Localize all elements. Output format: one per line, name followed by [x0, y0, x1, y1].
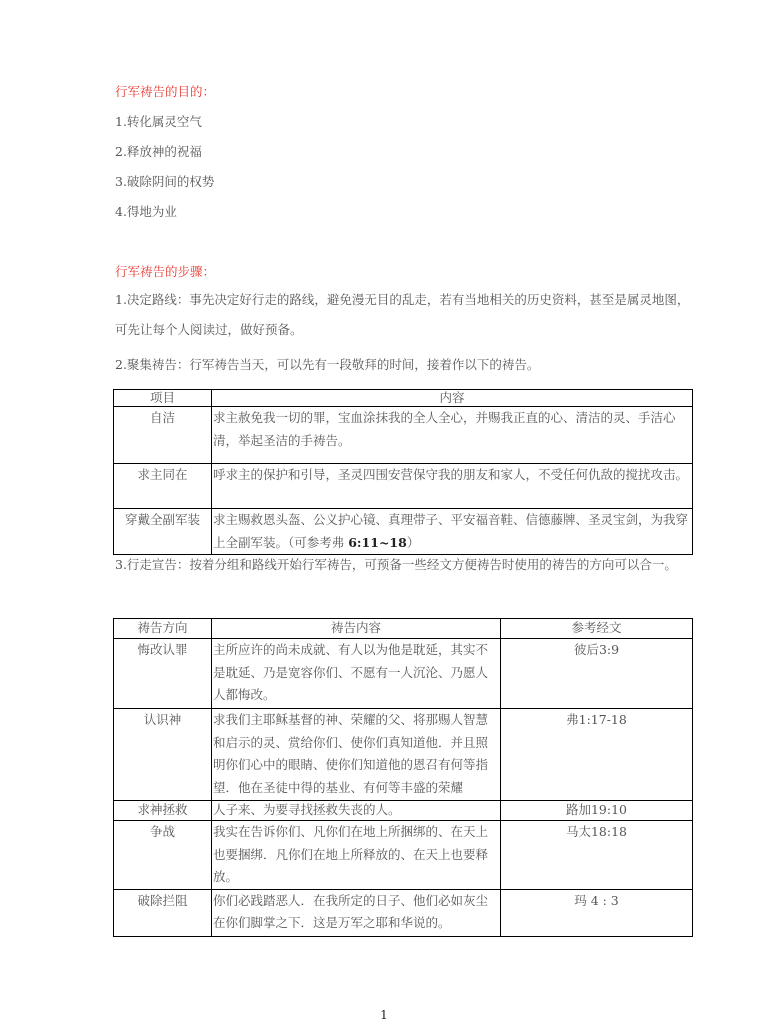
table-cell-content: 我实在告诉你们、凡你们在地上所捆绑的、在天上也要捆绑．凡你们在地上所释放的、在天上也要释放。: [212, 821, 501, 890]
table-row: [114, 821, 693, 890]
table-cell-content: 你们必践踏恶人．在我所定的日子、他们必如灰尘在你们脚掌之下．这是万军之耶和华说的。: [212, 889, 501, 936]
table-cell-item: 穿戴全副军装: [114, 509, 212, 555]
purpose-item: 4.得地为业: [115, 204, 177, 219]
page-number: 1: [380, 1008, 388, 1022]
purpose-item: 3.破除阴间的权势: [115, 174, 215, 189]
table-cell-content: 人子来、为要寻找拯救失丧的人。: [212, 801, 501, 821]
prep-prayer-table: [113, 389, 693, 555]
table-header-cell: 内容: [212, 390, 693, 407]
table-cell-ref: 马太18:18: [501, 821, 693, 890]
table-header-cell: 祷告方向: [114, 619, 212, 639]
table-row: [114, 801, 693, 821]
table-cell-content: 求我们主耶稣基督的神、荣耀的父、将那赐人智慧和启示的灵、赏给你们、使你们真知道他．并且照明你们心中的眼睛、使你们知道他的恩召有何等指望．他在圣徒中得的基业、有何等丰盛的荣耀: [212, 709, 501, 801]
table-header-row: [114, 390, 693, 407]
content-text-end: ）: [406, 534, 420, 550]
scripture-ref: 6:11~18: [348, 534, 407, 550]
table-row: [114, 407, 693, 464]
table-cell-item: 自洁: [114, 407, 212, 464]
table-cell-direction: 认识神: [114, 709, 212, 801]
step-3-text: 3.行走宣告：按着分组和路线开始行军祷告，可预备一些经文方便祷告时使用的祷告的方向可以合一。: [115, 557, 677, 572]
table-header-cell: 项目: [114, 390, 212, 407]
table-row: [114, 464, 693, 509]
purpose-item: 2.释放神的祝福: [115, 144, 202, 159]
table-cell-content: 求主赦免我一切的罪，宝血涂抹我的全人全心，并赐我正直的心、清洁的灵、手洁心清，举起圣洁的手祷告。: [212, 407, 693, 464]
table-row: [114, 509, 693, 555]
steps-heading: 行军祷告的步骤：: [115, 264, 216, 279]
table-cell-ref: 彼后3:9: [501, 639, 693, 709]
purpose-item: 1.转化属灵空气: [115, 114, 202, 129]
table-cell-direction: 破除拦阻: [114, 889, 212, 936]
table-row: [114, 889, 693, 936]
table-cell-ref: 路加19:10: [501, 801, 693, 821]
step-2-text: 2.聚集祷告：行军祷告当天，可以先有一段敬拜的时间，接着作以下的祷告。: [115, 357, 540, 372]
table-cell-content: 主所应许的尚未成就、有人以为他是耽延，其实不是耽延、乃是宽容你们、不愿有一人沉沦、乃愿人人都悔改。: [212, 639, 501, 709]
table-header-row: [114, 619, 693, 639]
table-cell-direction: 悔改认罪: [114, 639, 212, 709]
declaration-table: [113, 618, 693, 937]
table-header-cell: 参考经文: [501, 619, 693, 639]
table-row: [114, 639, 693, 709]
content-text: 求主赐救恩头盔、公义护心镜、真理带子、平安福音鞋、信德藤牌、圣灵宝剑，为我穿上全副军装。（可参考弗: [213, 512, 689, 550]
table-cell-direction: 求神拯救: [114, 801, 212, 821]
table-row: [114, 709, 693, 801]
table-cell-direction: 争战: [114, 821, 212, 890]
table-cell-content: 呼求主的保护和引导，圣灵四围安营保守我的朋友和家人，不受任何仇敌的搅扰攻击。: [212, 464, 693, 509]
table-header-cell: 祷告内容: [212, 619, 501, 639]
table-cell-item: 求主同在: [114, 464, 212, 509]
table-cell-ref: 弗1:17-18: [501, 709, 693, 801]
step-1-text: 1.决定路线：事先决定好行走的路线，避免漫无目的乱走，若有当地相关的历史资料，甚至是属灵地图，可先让每个人阅读过，做好预备。: [115, 292, 690, 337]
table-cell-content: [212, 509, 693, 555]
table-cell-ref: 玛 4 : 3: [501, 889, 693, 936]
purpose-heading: 行军祷告的目的：: [115, 84, 216, 99]
